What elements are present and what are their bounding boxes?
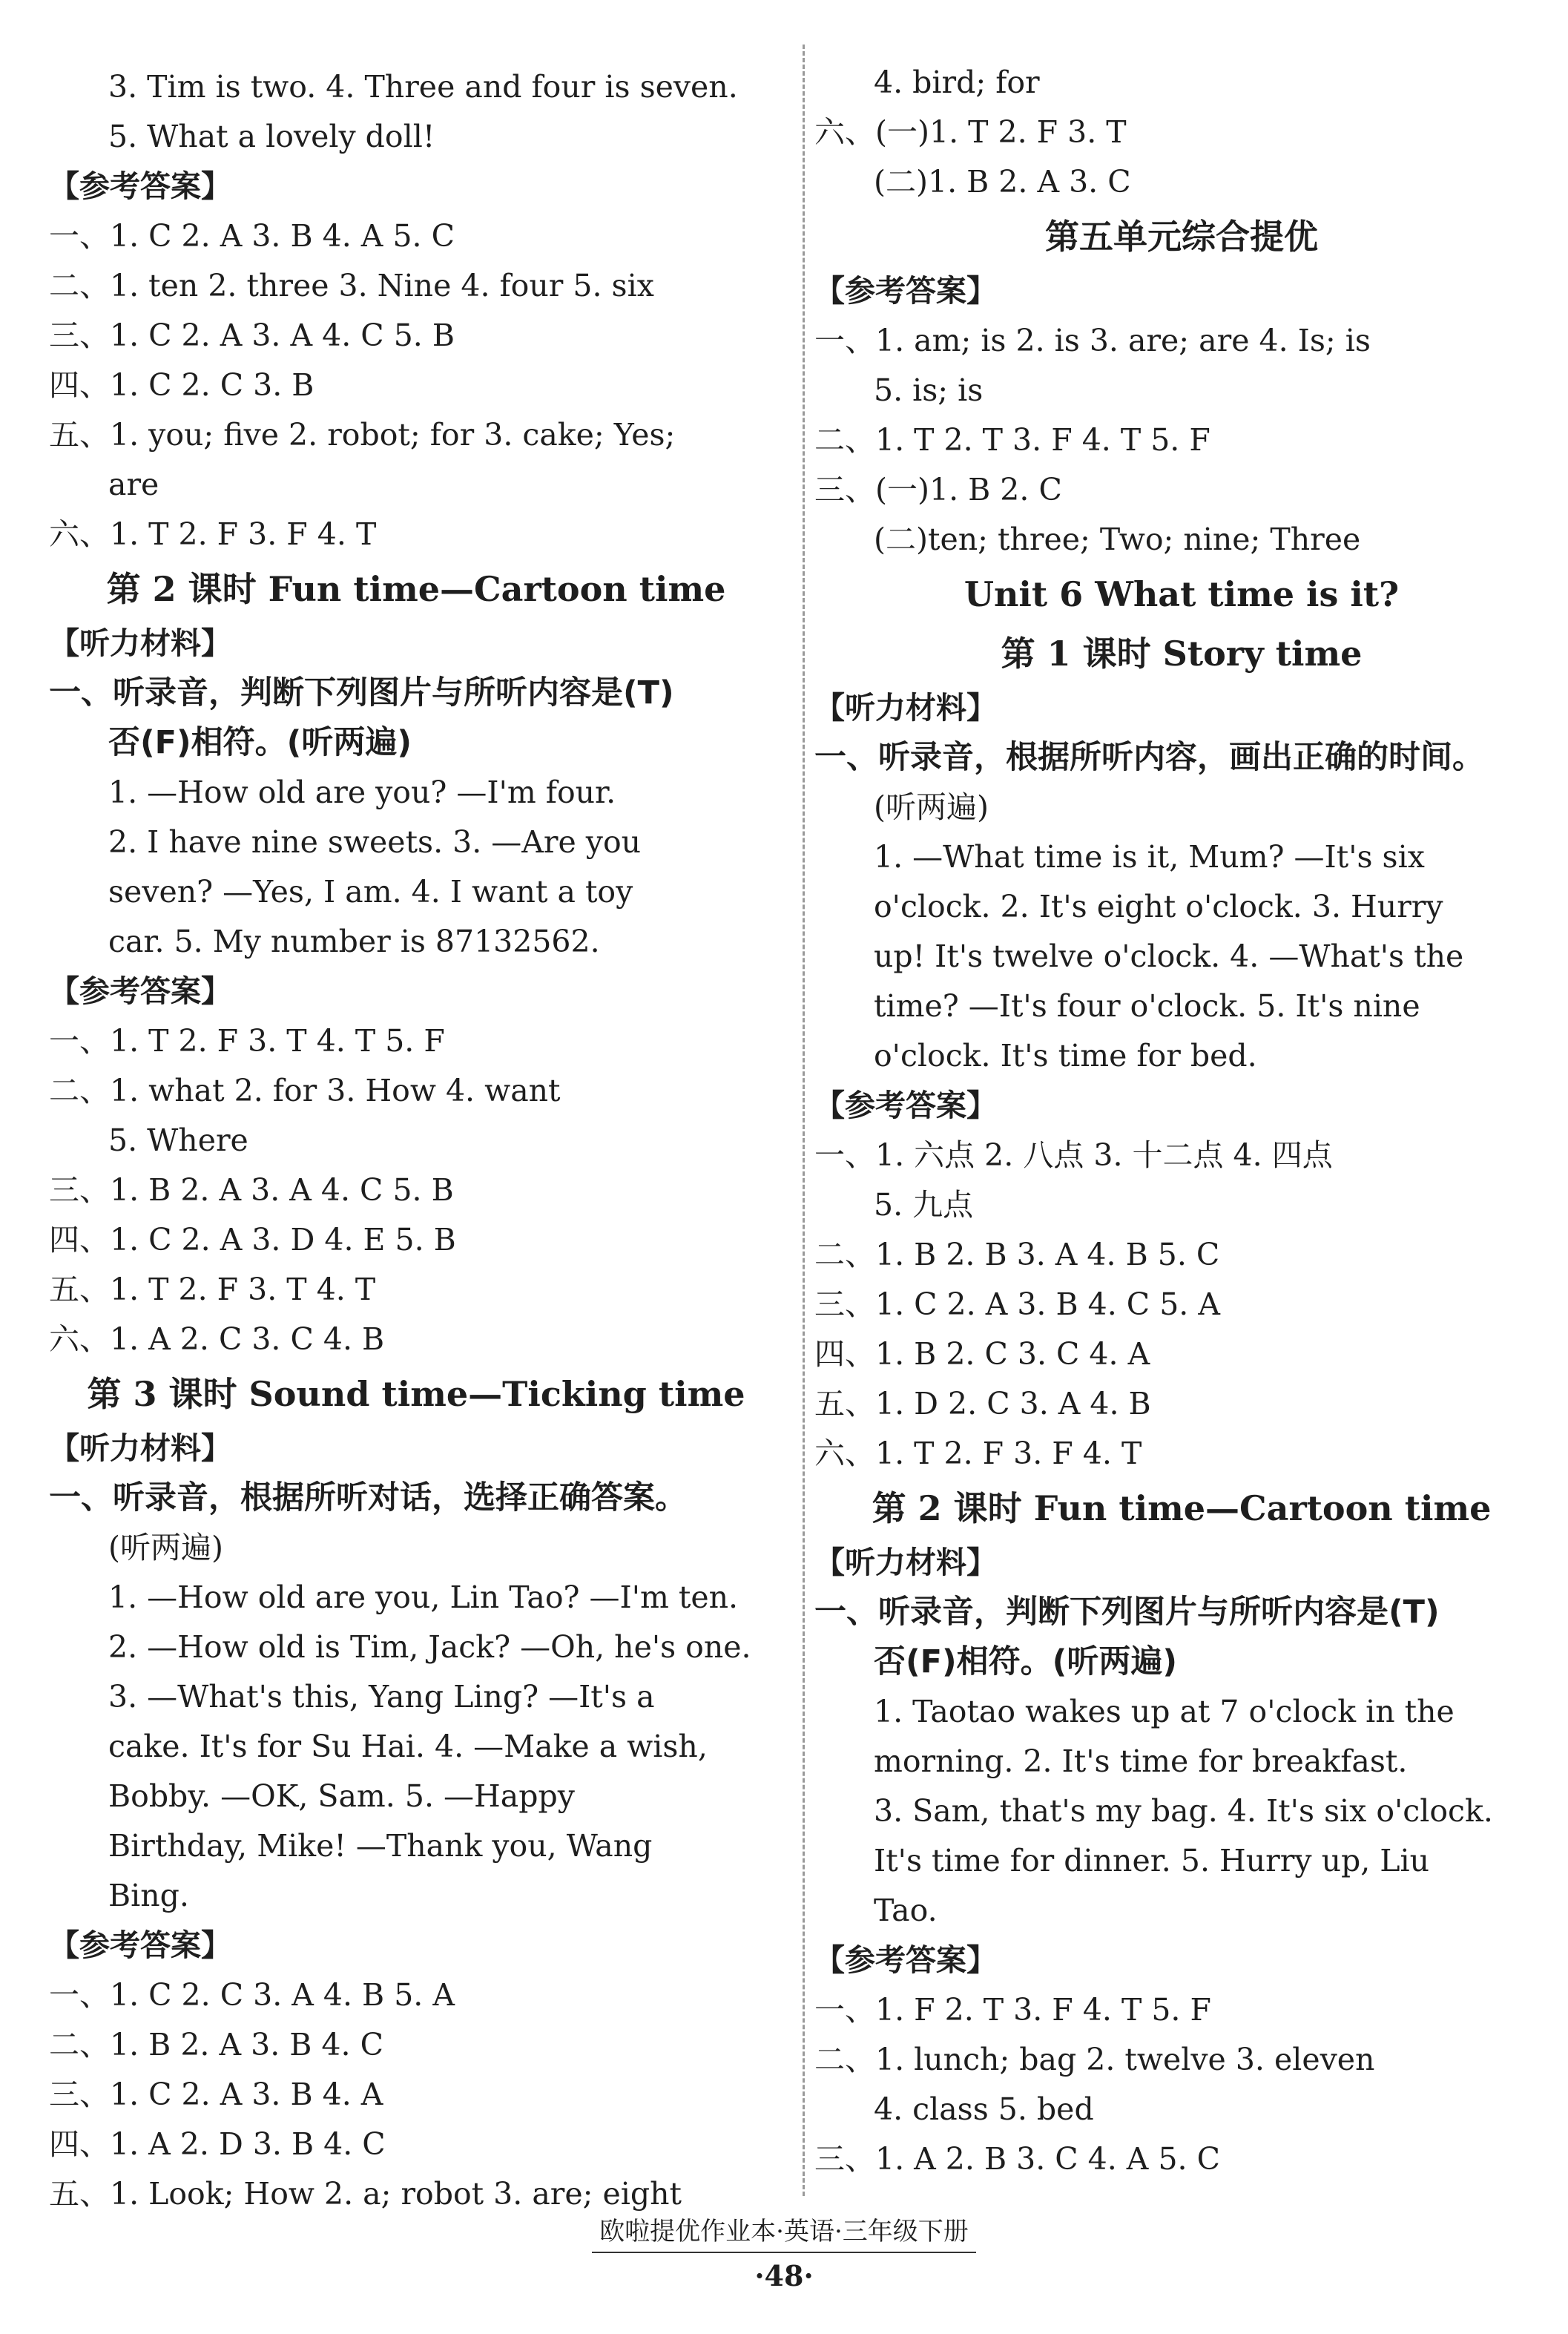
section-tag: 【参考答案】 [49, 1927, 231, 1963]
text-line: 1. —How old are you? —I'm four. [108, 775, 616, 810]
text-line: 六、1. T 2. F 3. F 4. T [814, 1436, 1142, 1471]
text-line: 三、1. C 2. A 3. B 4. C 5. A [814, 1286, 1220, 1322]
text-line: 一、1. C 2. C 3. A 4. B 5. A [49, 1977, 455, 2013]
text-line: 3. Tim is two. 4. Three and four is seven. [108, 69, 738, 105]
section-heading: 第 3 课时 Sound time—Ticking time [87, 1374, 745, 1414]
text-line: 二、1. B 2. B 3. A 4. B 5. C [814, 1237, 1220, 1272]
text-line: (听两遍) [108, 1530, 223, 1565]
text-line: time? —It's four o'clock. 5. It's nine [874, 988, 1420, 1024]
section-tag: 【参考答案】 [814, 1088, 997, 1123]
text-line: 一、1. am; is 2. is 3. are; are 4. Is; is [814, 323, 1371, 358]
section-heading: 第 2 课时 Fun time—Cartoon time [872, 1488, 1492, 1528]
text-line: Tao. [874, 1893, 938, 1928]
section-tag: 【听力材料】 [814, 690, 997, 726]
section-tag: 【参考答案】 [814, 1942, 997, 1978]
text-line: 二、1. T 2. T 3. F 4. T 5. F [814, 422, 1210, 458]
section-heading: Unit 6 What time is it? [963, 574, 1400, 614]
section-heading: 第五单元综合提优 [1045, 217, 1318, 257]
page-number: ·48· [754, 2259, 814, 2292]
text-line: Bing. [108, 1878, 189, 1913]
text-line: are [108, 467, 159, 502]
column-divider [803, 45, 805, 2196]
text-line: 二、1. what 2. for 3. How 4. want [49, 1073, 561, 1108]
section-tag: 【听力材料】 [814, 1545, 997, 1580]
text-line: 三、1. A 2. B 3. C 4. A 5. C [814, 2141, 1220, 2177]
text-line: 5. Where [108, 1122, 248, 1158]
section-tag: 【参考答案】 [49, 973, 231, 1009]
text-line: 六、1. T 2. F 3. F 4. T [49, 516, 377, 552]
text-line: 三、1. C 2. A 3. B 4. A [49, 2077, 383, 2112]
right-column [814, 58, 1549, 2184]
section-tag: 【听力材料】 [49, 1430, 231, 1466]
text-line: 1. —How old are you, Lin Tao? —I'm ten. [108, 1579, 739, 1615]
question-instruction: 一、听录音，根据所听对话，选择正确答案。 [49, 1479, 687, 1516]
text-line: 四、1. C 2. A 3. D 4. E 5. B [49, 1222, 456, 1258]
text-line: (二)ten; three; Two; nine; Three [874, 522, 1361, 557]
text-line: 4. bird; for [874, 65, 1040, 100]
text-line: 3. —What's this, Yang Ling? —It's a [108, 1679, 655, 1715]
text-line: 五、1. Look; How 2. a; robot 3. are; eight [49, 2176, 682, 2212]
text-line: 一、1. F 2. T 3. F 4. T 5. F [814, 1992, 1211, 2028]
text-line: 六、1. A 2. C 3. C 4. B [49, 1321, 385, 1357]
text-line: o'clock. 2. It's eight o'clock. 3. Hurry [874, 889, 1443, 924]
text-line: morning. 2. It's time for breakfast. [874, 1743, 1408, 1779]
text-line: up! It's twelve o'clock. 4. —What's the [874, 938, 1464, 974]
text-line: 三、(一)1. B 2. C [814, 472, 1062, 507]
text-line: 五、1. you; five 2. robot; for 3. cake; Yes; [49, 417, 676, 453]
text-line: 六、(一)1. T 2. F 3. T [814, 114, 1127, 150]
text-line: 2. —How old is Tim, Jack? —Oh, he's one. [108, 1629, 751, 1665]
text-line: 1. Taotao wakes up at 7 o'clock in the [874, 1694, 1455, 1729]
text-line: o'clock. It's time for bed. [874, 1038, 1257, 1074]
text-line: 4. class 5. bed [874, 2091, 1094, 2127]
text-line: 一、1. C 2. A 3. B 4. A 5. C [49, 218, 455, 254]
text-line: 三、1. C 2. A 3. A 4. C 5. B [49, 318, 455, 353]
text-line: (听两遍) [874, 789, 989, 825]
text-line: Bobby. —OK, Sam. 5. —Happy [108, 1778, 575, 1814]
text-line: 二、1. lunch; bag 2. twelve 3. eleven [814, 2042, 1375, 2077]
section-heading: 第 1 课时 Story time [1001, 634, 1363, 674]
text-line: 一、1. T 2. F 3. T 4. T 5. F [49, 1023, 445, 1059]
text-line: 3. Sam, that's my bag. 4. It's six o'clock. [874, 1793, 1493, 1829]
question-instruction: 一、听录音，判断下列图片与所听内容是(T) [49, 674, 674, 711]
text-line: 二、1. B 2. A 3. B 4. C [49, 2027, 383, 2062]
page-footer [0, 2211, 1568, 2292]
text-line: Birthday, Mike! —Thank you, Wang [108, 1828, 653, 1864]
text-line: seven? —Yes, I am. 4. I want a toy [108, 874, 633, 910]
text-line: 5. is; is [874, 372, 984, 408]
text-line: It's time for dinner. 5. Hurry up, Liu [874, 1843, 1430, 1878]
text-line: (二)1. B 2. A 3. C [874, 164, 1131, 200]
text-line: 5. What a lovely doll! [108, 119, 435, 154]
text-line: cake. It's for Su Hai. 4. —Make a wish, [108, 1729, 708, 1764]
text-line: 四、1. C 2. C 3. B [49, 367, 314, 403]
question-instruction: 一、听录音，判断下列图片与所听内容是(T) [814, 1594, 1440, 1631]
text-line: 五、1. D 2. C 3. A 4. B [814, 1386, 1151, 1421]
footer-title: 欧啦提优作业本·英语·三年级下册 [592, 2211, 976, 2253]
text-line: 五、1. T 2. F 3. T 4. T [49, 1272, 376, 1307]
question-instruction: 一、听录音，根据所听内容，画出正确的时间。 [814, 739, 1484, 776]
text-line: 2. I have nine sweets. 3. —Are you [108, 824, 642, 860]
question-instruction: 否(F)相符。(听两遍) [874, 1643, 1177, 1680]
section-tag: 【参考答案】 [814, 273, 997, 309]
text-line: 二、1. ten 2. three 3. Nine 4. four 5. six [49, 268, 654, 303]
text-line: 1. —What time is it, Mum? —It's six [874, 839, 1425, 875]
section-tag: 【听力材料】 [49, 625, 231, 661]
section-tag: 【参考答案】 [49, 168, 231, 204]
left-column [49, 62, 783, 2219]
question-instruction: 否(F)相符。(听两遍) [108, 724, 412, 761]
text-line: 三、1. B 2. A 3. A 4. C 5. B [49, 1172, 454, 1208]
section-heading: 第 2 课时 Fun time—Cartoon time [106, 569, 726, 609]
text-line: 一、1. 六点 2. 八点 3. 十二点 4. 四点 [814, 1137, 1333, 1173]
text-line: 四、1. B 2. C 3. C 4. A [814, 1336, 1150, 1372]
text-line: 四、1. A 2. D 3. B 4. C [49, 2126, 386, 2162]
text-line: 5. 九点 [874, 1187, 974, 1223]
text-line: car. 5. My number is 87132562. [108, 924, 600, 959]
